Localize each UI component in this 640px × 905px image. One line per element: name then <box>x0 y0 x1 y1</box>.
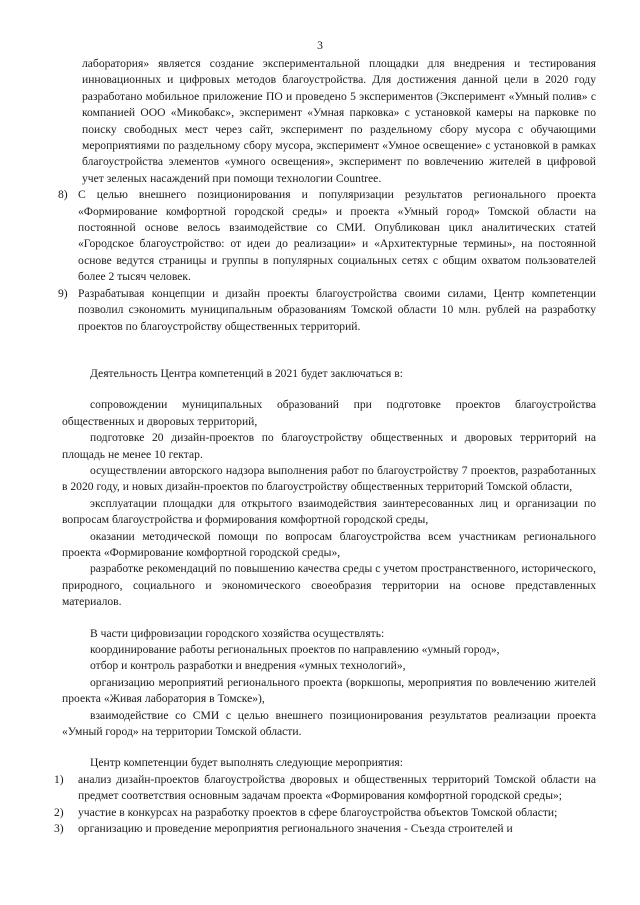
events-intro: Центр компетенции будет выполнять следующие мероприятия: <box>90 756 403 770</box>
paragraph: осуществлении авторского надзора выполнения работ по благоустройству 7 проектов, разработанных в 2020 году, и новых дизайн-проектов по благоустройству общественных территорий Томской области, <box>62 463 596 494</box>
digital-intro: В части цифровизации городского хозяйства осуществлять: <box>90 626 385 640</box>
page-number: 3 <box>317 39 323 52</box>
activity-2021-intro: Деятельность Центра компетенций в 2021 будет заключаться в: <box>90 366 403 380</box>
list-item <box>58 187 596 285</box>
list-item <box>54 821 596 837</box>
list-item-number: 8) <box>58 188 68 202</box>
list-item-text: участие в конкурсах на разработку проектов в сфере благоустройства объектов Томской области; <box>78 805 558 819</box>
paragraph: координирование работы региональных проектов по направлению «умный город», <box>90 643 500 656</box>
activity-2021-list <box>62 397 596 610</box>
carryover-paragraph: лаборатория» является создание экспериментальной площадки для внедрения и тестирования инновационных и цифровых методов благоустройства. Для достижения данной цели в 2020 году разработано мобильное приложение ПО и проведено 5 экспериментов (Эксперимент «Умный полив» с компанией ООО «Микобакс», эксперимент «Умная парковка» с установкой камеры на парковке по поиску свободных мест через сайт, эксперимент по раздельному сбору мусора с обучающими мероприятиями по раздельному сбору мусора, эксперимент «Умное освещение» с установкой в рамках благоустройства элементов «умного освещения», эксперимент по вовлечению жителей в цифровой учет зеленых насаждений при помощи технологии Countree. <box>82 57 596 185</box>
list-item <box>54 805 596 821</box>
list-item-number: 3) <box>54 822 64 836</box>
list-item-number: 1) <box>54 772 64 786</box>
digital-list <box>62 642 596 740</box>
paragraph: подготовке 20 дизайн-проектов по благоустройству общественных и дворовых территорий на площадь не менее 10 гектар. <box>62 431 596 461</box>
paragraph: эксплуатации площадки для открытого взаимодействия заинтересованных лиц и организации по вопросам благоустройства и формирования комфортной городской среды, <box>62 496 596 527</box>
list-item-text: С целью внешнего позиционирования и популяризации результатов регионального проекта «Формирование комфортной городской среды» и проекта «Умный город» Томской области на постоянной основе велось взаимодействие со СМИ. Опубликован цикл аналитических статей «Городское благоустройство: от идеи до реализации» и «Архитектурные термины», на постоянной основе ведутся страницы и группы в популярных социальных сетях с общим охватом пользователей более 2 тысяч человек. <box>78 188 596 284</box>
list-item <box>58 286 596 335</box>
paragraph: сопровождении муниципальных образований при подготовке проектов благоустройства общественных и дворовых территорий, <box>62 398 596 428</box>
list-item-number: 2) <box>54 805 64 819</box>
list-item-text: анализ дизайн-проектов благоустройства дворовых и общественных территорий Томской области на предмет соответствия основным задачам проекта «Формирования комфортной городской среды»; <box>78 772 596 803</box>
list-item-number: 9) <box>58 286 68 300</box>
events-list <box>54 772 596 838</box>
paragraph: организацию мероприятий регионального проекта (воркшопы, мероприятия по вовлечению жителей проекта «Живая лаборатория в Томске»), <box>62 675 596 706</box>
page-body <box>54 56 596 837</box>
paragraph: оказании методической помощи по вопросам благоустройства всем участникам регионального проекта «Формирование комфортной городской среды», <box>62 529 596 559</box>
results-list <box>58 187 596 335</box>
paragraph: отбор и контроль разработки и внедрения «умных технологий», <box>90 659 406 673</box>
list-item-text: Разрабатывая концепции и дизайн проекты благоустройства своими силами, Центр компетенции позволил сэкономить муниципальным образованиям Томской области 10 млн. рублей на разработку проектов по благоустройству общественных территорий. <box>78 286 596 333</box>
list-item <box>54 772 596 805</box>
paragraph: разработке рекомендаций по повышению качества среды с учетом пространственного, исторического, природного, социального и экономического своеобразия территории на основе представленных материалов. <box>62 562 596 609</box>
list-item-text: организацию и проведение мероприятия регионального значения - Съезда строителей и <box>78 822 513 836</box>
paragraph: взаимодействие со СМИ с целью внешнего позиционирования результатов реализации проекта «Умный город» на территории Томской области. <box>62 708 596 739</box>
